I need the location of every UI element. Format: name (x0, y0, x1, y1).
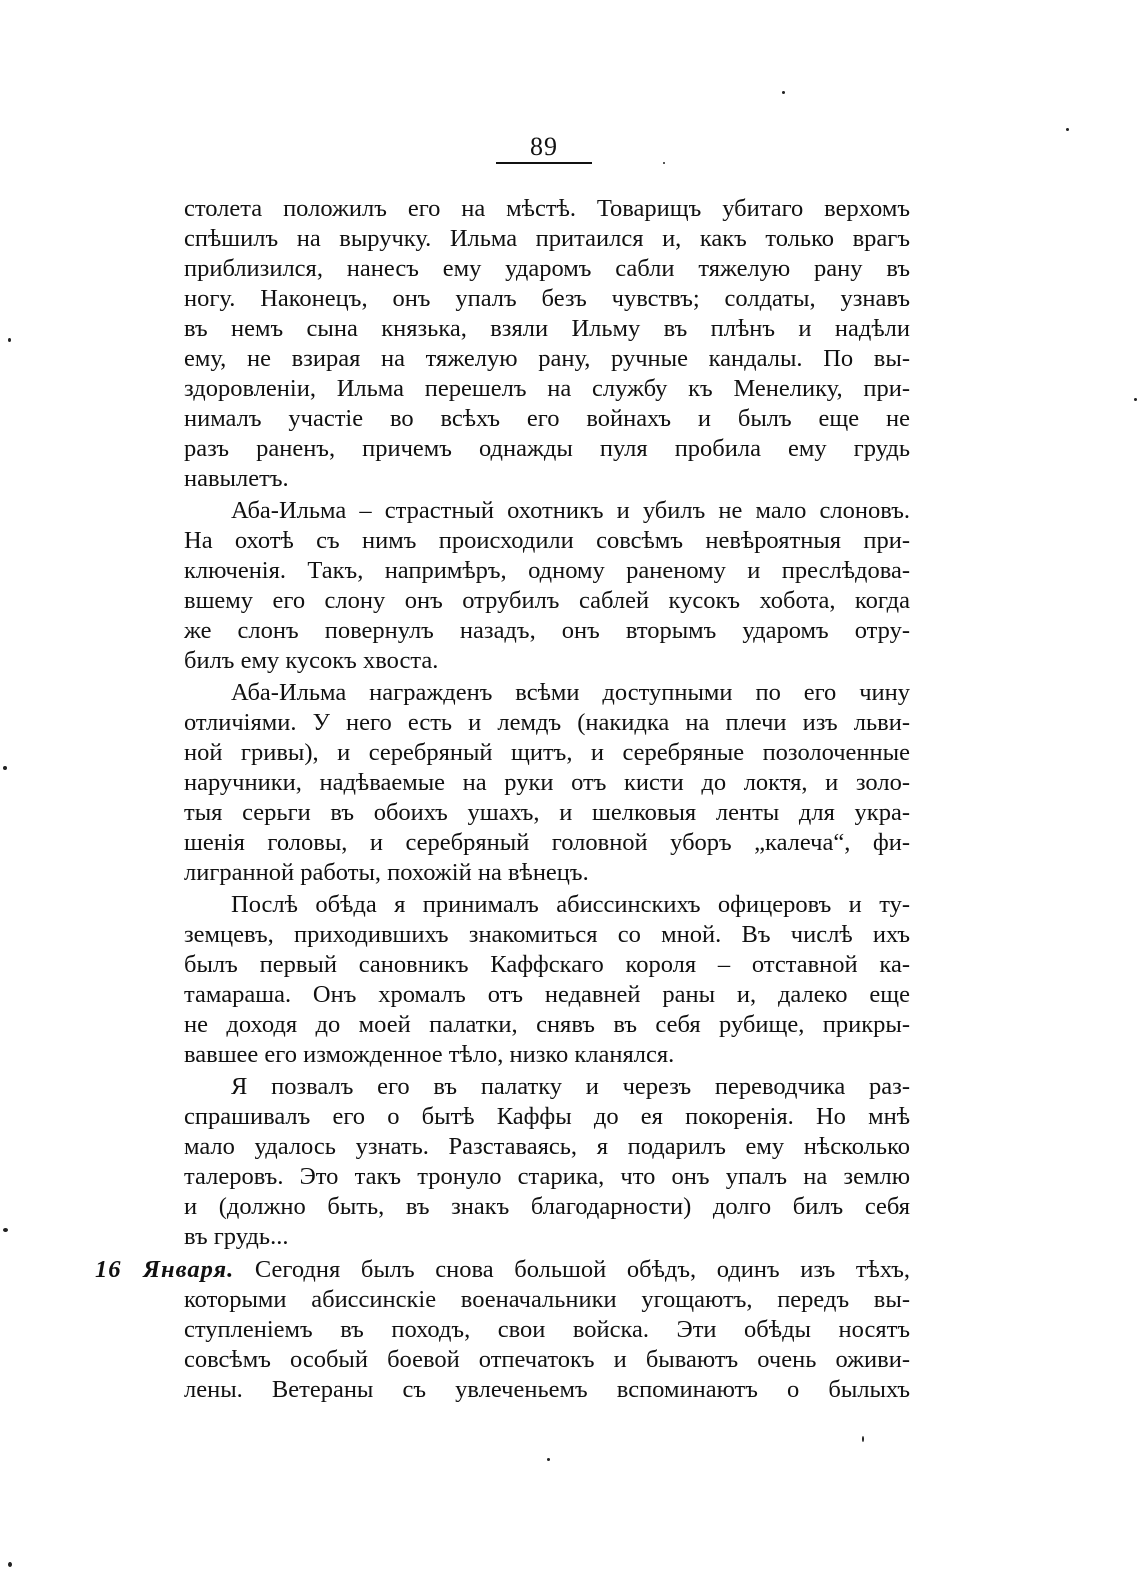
text-line: же слонъ повернулъ назадъ, онъ вторымъ ударомъ отру- (184, 617, 910, 644)
text-line: нималъ участіе во всѣхъ его войнахъ и былъ еще не (184, 405, 910, 432)
text-line: которыми абиссинскіе военачальники угощаютъ, передъ вы- (184, 1286, 910, 1313)
entry-first-line (95, 1255, 910, 1285)
text-line: ему, не взирая на тяжелую рану, ручные кандалы. По вы- (184, 345, 910, 372)
text-line: не доходя до моей палатки, снявъ въ себя рубище, прикры- (184, 1011, 910, 1038)
scan-speck (3, 766, 7, 770)
text-line: совсѣмъ особый боевой отпечатокъ и бываютъ очень оживи- (184, 1346, 910, 1373)
text-line: талеровъ. Это такъ тронуло старика, что онъ упалъ на землю (184, 1163, 910, 1190)
text-line: въ немъ сына князька, взяли Ильму въ плѣнъ и надѣли (184, 315, 910, 342)
text-line: навылетъ. (184, 465, 289, 492)
text-line: и (должно быть, въ знакъ благодарности) долго билъ себя (184, 1193, 910, 1220)
text-line: мало удалось узнать. Разставаясь, я подарилъ ему нѣсколько (184, 1133, 910, 1160)
text-line: ной гривы), и серебряный щитъ, и серебряные позолоченные (184, 739, 910, 766)
text-line: столета положилъ его на мѣстѣ. Товарищъ убитаго верхомъ (184, 195, 910, 222)
text-line: спѣшилъ на выручку. Ильма притаился и, какъ только врагъ (184, 225, 910, 252)
entry-date: 16 Января. (95, 1256, 235, 1283)
text-line: ключенія. Такъ, напримѣръ, одному раненому и преслѣдова- (184, 557, 910, 584)
scan-speck (3, 1228, 8, 1232)
text-line: наручники, надѣваемые на руки отъ кисти до локтя, и золо- (184, 769, 910, 796)
text-line: отличіями. У него есть и лемдъ (накидка на плечи изъ льви- (184, 709, 910, 736)
text-line: лены. Ветераны съ увлеченьемъ вспоминаютъ о былыхъ (184, 1376, 910, 1403)
text-line: вавшее его изможденное тѣло, низко кланялся. (184, 1041, 675, 1068)
text-line: здоровленіи, Ильма перешелъ на службу къ Менелику, при- (184, 375, 910, 402)
text-line: земцевъ, приходившихъ знакомиться со мной. Въ числѣ ихъ (184, 921, 910, 948)
text-line: тыя серьги въ обоихъ ушахъ, и шелковыя ленты для укра- (184, 799, 910, 826)
scan-speck (782, 91, 785, 94)
text-line: На охотѣ съ нимъ происходили совсѣмъ невѣроятныя при- (184, 527, 910, 554)
text-line: ступленіемъ въ походъ, свои войска. Эти обѣды носятъ (184, 1316, 910, 1343)
scan-speck (8, 338, 11, 342)
text-line: Я позвалъ его въ палатку и черезъ переводчика раз- (231, 1073, 910, 1100)
scan-speck (1066, 128, 1069, 131)
scan-speck (8, 1562, 12, 1567)
text-line: спрашивалъ его о бытѣ Каффы до ея покоренія. Но мнѣ (184, 1103, 910, 1130)
text-line: въ грудь... (184, 1223, 289, 1250)
text-line: вшему его слону онъ отрубилъ саблей кусокъ хобота, когда (184, 587, 910, 614)
text-line: Аба-Ильма – страстный охотникъ и убилъ не мало слоновъ. (231, 497, 910, 524)
text-line: Послѣ обѣда я принималъ абиссинскихъ офицеровъ и ту- (231, 891, 910, 918)
scan-speck (663, 162, 665, 164)
text-line: Аба-Ильма награжденъ всѣми доступными по его чину (231, 679, 910, 706)
page-number-rule (496, 162, 592, 164)
text-line: былъ первый сановникъ Каффскаго короля – отставной ка- (184, 951, 910, 978)
text-line: билъ ему кусокъ хвоста. (184, 647, 439, 674)
scan-speck (1134, 398, 1137, 401)
text-line: тамараша. Онъ хромалъ отъ недавней раны и, далеко еще (184, 981, 910, 1008)
scan-speck (547, 1458, 550, 1461)
scan-speck (862, 1436, 864, 1442)
entry-first-text: Сегодня былъ снова большой обѣдъ, одинъ изъ тѣхъ, (254, 1256, 910, 1283)
page-number: 89 (530, 132, 558, 161)
text-line: лигранной работы, похожій на вѣнецъ. (184, 859, 589, 886)
text-line: разъ раненъ, причемъ однажды пуля пробила ему грудь (184, 435, 910, 462)
text-line: шенія головы, и серебряный головной уборъ „калеча“, фи- (184, 829, 910, 856)
text-line: ногу. Наконецъ, онъ упалъ безъ чувствъ; солдаты, узнавъ (184, 285, 910, 312)
text-line: приблизился, нанесъ ему ударомъ сабли тяжелую рану въ (184, 255, 910, 282)
